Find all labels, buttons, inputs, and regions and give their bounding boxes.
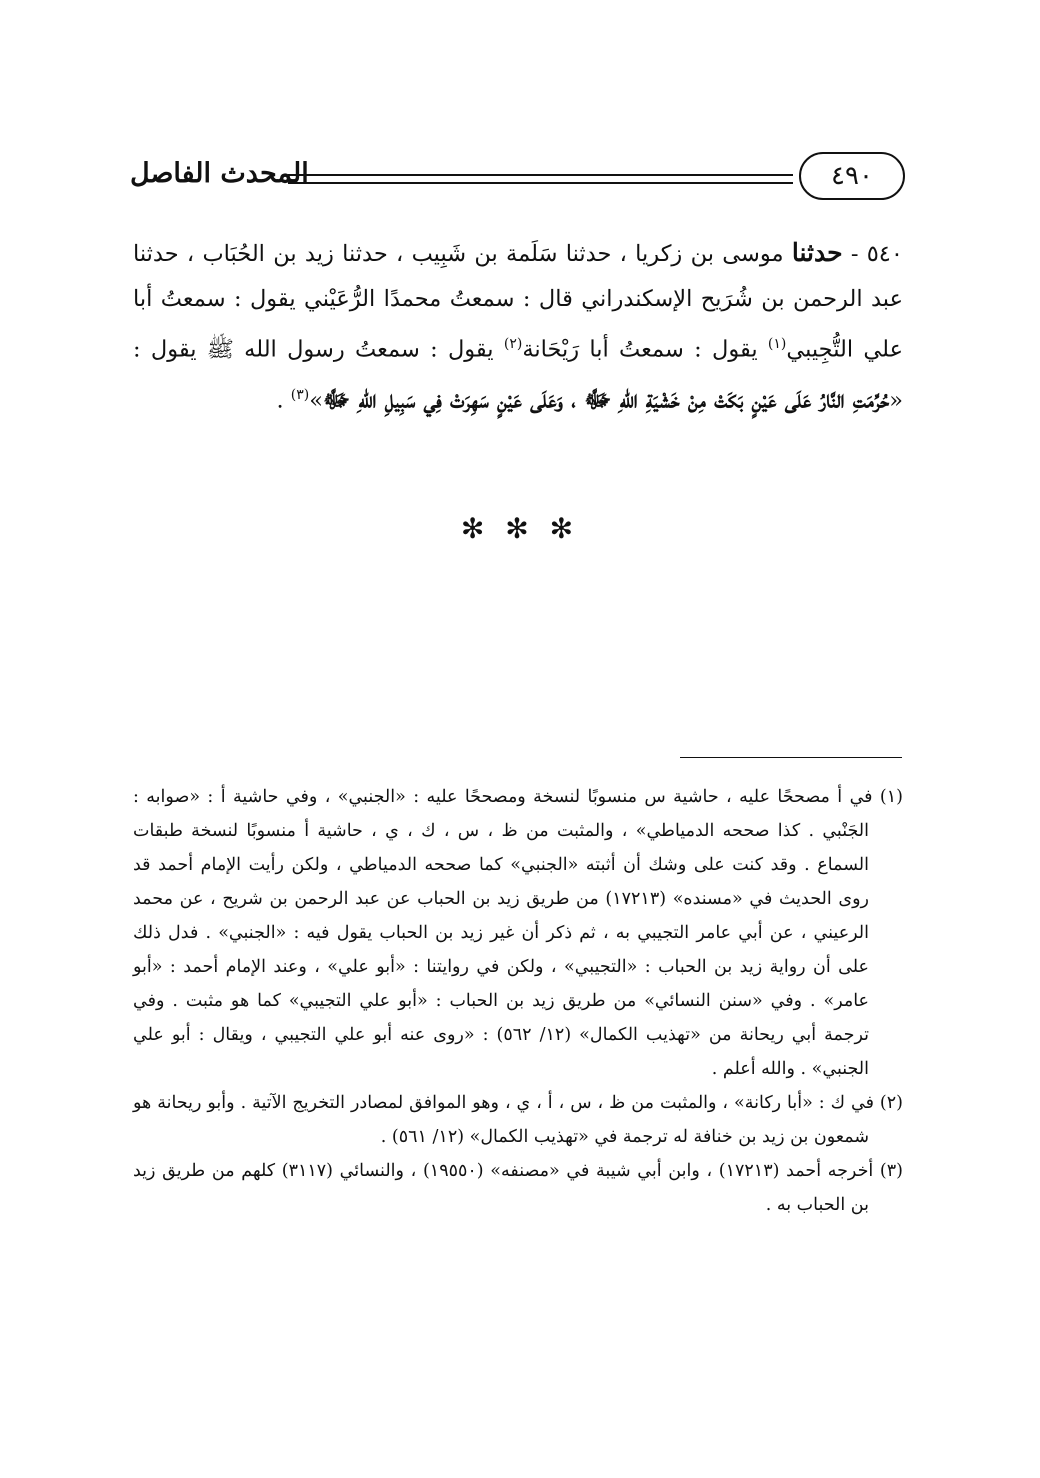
hadith-text: حُرِّمَتِ النَّارُ عَلَى عَيْنٍ بَكَتْ مِنْ خَشْيَةِ اللهِ ﷻ ، وَعَلَى عَيْنٍ سَهِرَتْ فِي سَبِيلِ اللهِ ﷻ xyxy=(323,384,890,413)
header-rule-top xyxy=(288,174,793,176)
header-rule-bottom xyxy=(288,182,793,184)
entry-number: ٥٤٠ - xyxy=(850,241,903,267)
period: . xyxy=(276,387,291,413)
page-number: ٤٩٠ xyxy=(799,152,905,200)
footnote-2: (٢) في ك : «أبا ركانة» ، والمثبت من ظ ، س ، أ ، ي ، وهو الموافق لمصادر التخريج الآتية . وأبو ريحانة هو شمعون بن زيد بن خنافة له ترجمة في «تهذيب الكمال» (١٢/ ٥٦١) . xyxy=(133,1093,903,1147)
footnote-ref-1: (١) xyxy=(767,336,787,352)
quote-close: » xyxy=(309,387,324,413)
footnote-divider xyxy=(680,757,902,758)
lead-word: حدثنا xyxy=(791,238,843,267)
footnotes xyxy=(133,780,903,1222)
isnad-part-1: موسى بن زكريا ، حدثنا سَلَمة بن شَبِيب ، حدثنا زيد بن الحُبَاب ، حدثنا عبد الرحمن بن شُرَيح الإسكندراني قال : سمعتُ محمدًا الرُّعَيْني يقول : سمعتُ أبا علي التُّجِيبي xyxy=(133,241,903,363)
page-header xyxy=(130,150,905,210)
footnote-ref-3: (٣) xyxy=(290,386,310,403)
footnote-3: (٣) أخرجه أحمد (١٧٢١٣) ، وابن أبي شيبة في «مصنفه» (١٩٥٥٠) ، والنسائي (٣١١٧) كلهم من طريق زيد بن الحباب به . xyxy=(133,1161,903,1215)
book-title: المحدث الفاصل xyxy=(130,158,309,189)
footnote-ref-2: (٢) xyxy=(503,336,523,352)
isnad-part-2: يقول : سمعتُ أبا رَيْحَانة xyxy=(522,336,768,363)
section-separator: ✻ ✻ ✻ xyxy=(460,512,580,545)
main-text xyxy=(133,230,903,423)
footnote-1: (١) في أ مصححًا عليه ، حاشية س منسوبًا لنسخة ومصححًا عليه : «الجنبي» ، وفي حاشية أ : «صوابه : الجَنْبي . كذا صححه الدمياطي» ، والمثبت من ظ ، س ، ك ، ي ، حاشية أ منسوبًا لنسخة طبقات السماع . وقد كنت على وشك أن أثبته «الجنبي» كما صححه الدمياطي ، ولكن رأيت الإمام أحمد قد روى الحديث في «مسنده» (١٧٢١٣) من طريق زيد بن الحباب عن عبد الرحمن بن شريح ، عن محمد الرعيني ، عن أبي عامر التجيبي به ، ثم ذكر أن غير زيد بن الحباب يقول فيه : «الجنبي» . فدل ذلك على أن رواية زيد بن الحباب : «التجيبي» ، ولكن في روايتنا : «أبو علي» ، وعند الإمام أحمد : «أبو عامر» . وفي «سنن النسائي» من طريق زيد بن الحباب : «أبو علي التجيبي» كما هو مثبت . وفي ترجمة أبي ريحانة من «تهذيب الكمال» (١٢/ ٥٦٢) : «روى عنه أبو علي التجيبي ، ويقال : أبو علي الجنبي» . والله أعلم . xyxy=(133,787,903,1079)
hadith-paragraph xyxy=(133,230,903,423)
isnad-part-3: يقول : سمعتُ رسول الله ﷺ يقول : « xyxy=(133,336,903,413)
